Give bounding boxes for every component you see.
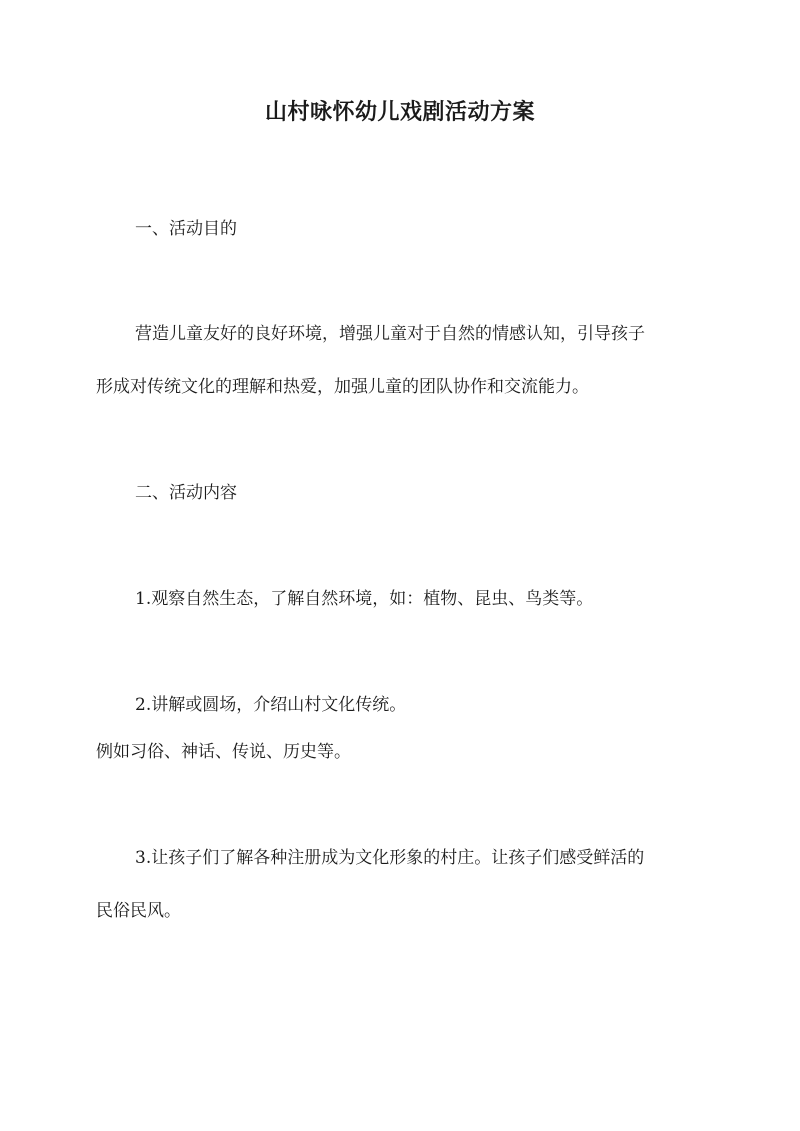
section-heading-purpose: 一、活动目的	[135, 219, 237, 239]
document-title: 山村咏怀幼儿戏剧活动方案	[264, 99, 535, 125]
content-item-3-line-2: 民俗民风。	[96, 901, 181, 921]
purpose-paragraph-line-2: 形成对传统文化的理解和热爱，加强儿童的团队协作和交流能力。	[96, 377, 589, 397]
purpose-paragraph-line-1: 营造儿童友好的良好环境，增强儿童对于自然的情感认知，引导孩子	[135, 324, 645, 344]
content-item-1: 1.观察自然生态，了解自然环境，如：植物、昆虫、鸟类等。	[135, 589, 594, 609]
content-item-2-line-1: 2.讲解或圆场，介绍山村文化传统。	[135, 695, 407, 715]
content-item-2-line-2: 例如习俗、神话、传说、历史等。	[96, 742, 351, 762]
content-item-3-line-1: 3.让孩子们了解各种注册成为文化形象的村庄。让孩子们感受鲜活的	[135, 848, 645, 868]
section-heading-content: 二、活动内容	[135, 483, 237, 503]
